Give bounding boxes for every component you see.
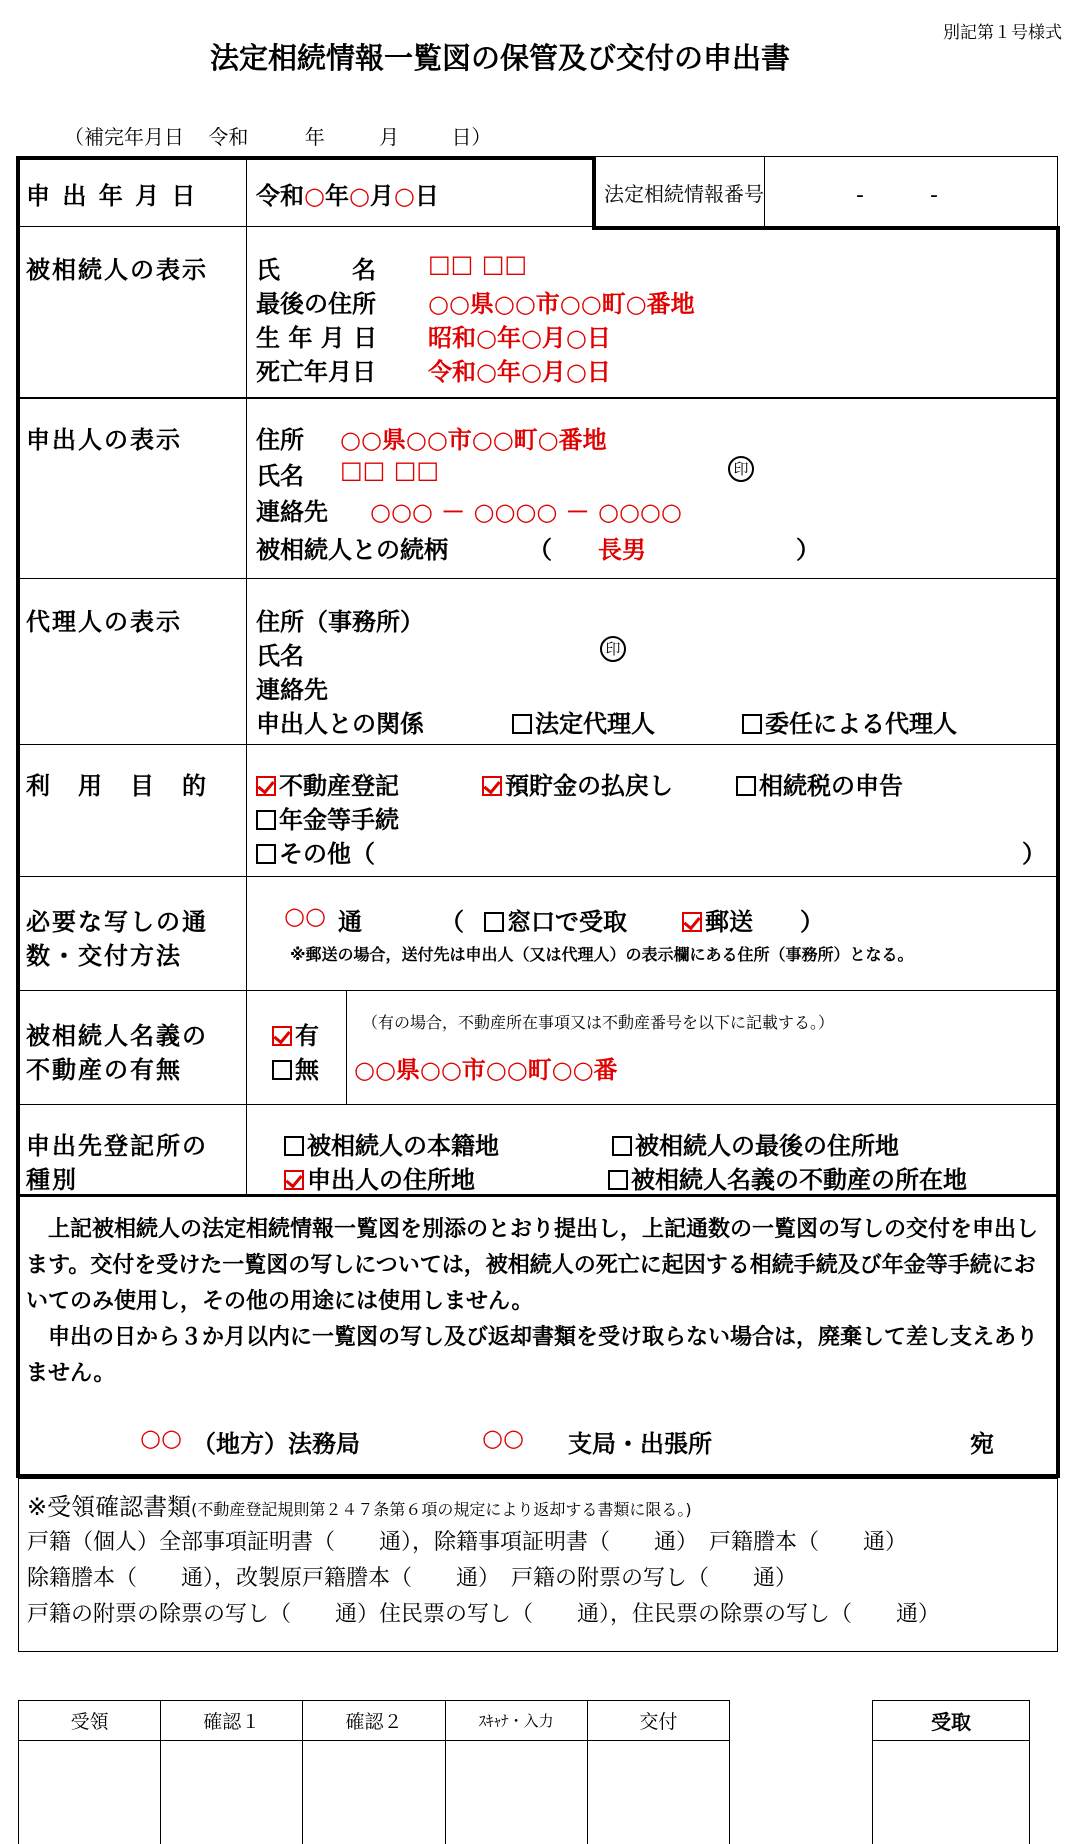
real-estate-label-line2: 不動産の有無: [26, 1056, 182, 1084]
registry-opt-property[interactable]: [608, 1160, 967, 1195]
info-number-label: 法定相続情報番号: [604, 182, 764, 206]
copies-label-line1: 必要な写しの通: [26, 908, 208, 936]
decedent-address-label: 最後の住所: [256, 290, 376, 318]
agent-relation-label: 申出人との関係: [256, 710, 424, 738]
checkbox-checked-icon[interactable]: [256, 776, 276, 796]
checkbox-icon[interactable]: [512, 714, 532, 734]
documents-title-note: (不動産登記規則第２４７条第６項の規定により返却する書類に限る。): [191, 1500, 692, 1519]
office-cell[interactable]: [161, 1741, 303, 1844]
decedent-death-value[interactable]: 令和○年○月○日: [428, 358, 611, 386]
supplement-day: 日）: [451, 125, 492, 149]
office-header-check2: 確認２: [303, 1701, 445, 1741]
statement-para1: 上記被相続人の法定相続情報一覧図を別添のとおり提出し，上記通数の一覧図の写しの交付を申出します。交付を受けた一覧図の写しについては，被相続人の死亡に起因する相続手続及び年金等手続においてのみ使用し，その他の用途には使用しません。: [26, 1217, 1039, 1314]
copies-opt-counter-label: 窓口で受取: [507, 908, 627, 936]
applicant-label: 申出人の表示: [26, 426, 182, 454]
registry-opt-property-label: 被相続人名義の不動産の所在地: [631, 1166, 967, 1194]
agent-opt-legal[interactable]: [512, 704, 655, 739]
office-cell[interactable]: [303, 1741, 445, 1844]
info-number-value: - -: [856, 183, 938, 208]
office-mark[interactable]: ○○: [140, 1424, 182, 1452]
agent-contact-label[interactable]: 連絡先: [256, 676, 328, 704]
office-cell[interactable]: [19, 1741, 161, 1844]
purpose-opt-real-estate-label: 不動産登記: [279, 772, 399, 800]
date-year-mark: ○: [304, 182, 325, 210]
real-estate-note: （有の場合，不動産所在事項又は不動産番号を以下に記載する。）: [362, 1013, 835, 1032]
copies-opt-mail[interactable]: [682, 902, 753, 937]
purpose-opt-pension[interactable]: [256, 800, 399, 835]
checkbox-icon[interactable]: [256, 810, 276, 830]
copies-close: ）: [800, 908, 824, 936]
documents-line3: 戸籍の附票の除票の写し（ 通）住民票の写し（ 通），住民票の除票の写し（ 通）: [27, 1602, 941, 1627]
checkbox-icon[interactable]: [256, 844, 276, 864]
receipt-table: [872, 1700, 1030, 1844]
applicant-address-label: 住所: [256, 426, 304, 454]
registry-label-line2: 種別: [26, 1166, 78, 1194]
copies-count-value[interactable]: ○○: [284, 902, 326, 930]
purpose-opt-other[interactable]: [256, 834, 375, 869]
office-header-receive: 受領: [19, 1701, 161, 1741]
checkbox-checked-icon[interactable]: [284, 1170, 304, 1190]
agent-address-label[interactable]: 住所（事務所）: [256, 608, 424, 636]
agent-opt-delegated[interactable]: [742, 704, 957, 739]
applicant-contact-value[interactable]: ○○○ － ○○○○ － ○○○○: [370, 498, 682, 526]
supplement-month: 月: [379, 125, 400, 149]
office-cell[interactable]: [445, 1741, 587, 1844]
agent-opt-legal-label: 法定代理人: [535, 710, 655, 738]
copies-opt-counter[interactable]: [484, 902, 627, 937]
applicant-address-value[interactable]: ○○県○○市○○町○番地: [340, 426, 607, 454]
date-era: 令和: [256, 182, 304, 210]
documents-title: ※受領確認書類: [27, 1493, 192, 1521]
applicant-seal-icon: 印: [728, 456, 754, 482]
decedent-name-row[interactable]: [256, 250, 376, 285]
applicant-relation-open: （: [528, 536, 552, 564]
purpose-opt-real-estate[interactable]: [256, 766, 399, 801]
registry-opt-last-address-label: 被相続人の最後の住所地: [635, 1132, 899, 1160]
copies-note: ※郵送の場合，送付先は申出人（又は代理人）の表示欄にある住所（事務所）となる。: [290, 945, 914, 964]
registry-opt-applicant-address[interactable]: [284, 1160, 475, 1195]
agent-opt-delegated-label: 委任による代理人: [765, 710, 957, 738]
date-month-unit: 月: [369, 182, 394, 210]
purpose-opt-deposit[interactable]: [482, 766, 673, 801]
decedent-birth-label: 生 年 月 日: [256, 324, 378, 352]
documents-line2: 除籍謄本（ 通），改製原戸籍謄本（ 通） 戸籍の附票の写し（ 通）: [27, 1566, 798, 1591]
decedent-label: 被相続人の表示: [26, 256, 208, 284]
checkbox-icon[interactable]: [612, 1136, 632, 1156]
agent-name-label[interactable]: 氏名: [256, 642, 304, 670]
registry-opt-applicant-address-label: 申出人の住所地: [307, 1166, 475, 1194]
branch-mark[interactable]: ○○: [482, 1424, 524, 1452]
purpose-opt-other-label: その他（: [279, 840, 375, 868]
purpose-opt-tax-label: 相続税の申告: [759, 772, 903, 800]
checkbox-icon[interactable]: [272, 1060, 292, 1080]
checkbox-icon[interactable]: [484, 912, 504, 932]
documents-box: [18, 1478, 1058, 1652]
receipt-cell[interactable]: [873, 1741, 1030, 1844]
receipt-header: 受取: [873, 1701, 1030, 1741]
office-header-check1: 確認１: [161, 1701, 303, 1741]
real-estate-opt-no[interactable]: [272, 1050, 319, 1085]
applicant-relation-label: 被相続人との続柄: [256, 536, 448, 564]
statement-para2: 申出の日から３か月以内に一覧図の写し及び返却書類を受け取らない場合は，廃棄して差し支えありません。: [26, 1325, 1039, 1386]
real-estate-opt-no-label: 無: [295, 1056, 319, 1084]
checkbox-icon[interactable]: [742, 714, 762, 734]
purpose-label: 利 用 目 的: [26, 772, 208, 800]
copies-label-line2: 数・交付方法: [26, 942, 182, 970]
checkbox-checked-icon[interactable]: [482, 776, 502, 796]
applicant-relation-close: ）: [796, 536, 820, 564]
date-month-mark: ○: [348, 182, 370, 210]
supplement-date: [64, 121, 491, 150]
office-cell[interactable]: [587, 1741, 729, 1844]
supplement-era: 令和: [208, 125, 249, 149]
documents-title-line: [27, 1487, 692, 1522]
applicant-relation-value[interactable]: 長男: [598, 536, 646, 564]
registry-opt-domicile-label: 被相続人の本籍地: [307, 1132, 499, 1160]
registry-label-line1: 申出先登記所の: [26, 1132, 208, 1160]
office-label: （地方）法務局: [192, 1430, 360, 1458]
checkbox-icon[interactable]: [608, 1170, 628, 1190]
purpose-other-close: ）: [1022, 840, 1046, 868]
real-estate-value[interactable]: ○○県○○市○○町○○番: [354, 1056, 618, 1084]
office-header-scan: ｽｷｬﾅ・入力: [445, 1701, 587, 1741]
purpose-opt-pension-label: 年金等手続: [279, 806, 399, 834]
office-header-issue: 交付: [587, 1701, 729, 1741]
addressee: 宛: [970, 1430, 994, 1458]
purpose-opt-tax[interactable]: [736, 766, 903, 801]
date-day-unit: 日: [414, 182, 439, 210]
applicant-name-label: 氏名: [256, 462, 304, 490]
office-use-table: [18, 1700, 730, 1844]
copies-count-unit: 通: [338, 908, 362, 936]
documents-line1: 戸籍（個人）全部事項証明書（ 通），除籍事項証明書（ 通） 戸籍謄本（ 通）: [27, 1530, 908, 1555]
checkbox-checked-icon[interactable]: [682, 912, 702, 932]
registry-opt-domicile[interactable]: [284, 1126, 499, 1161]
decedent-death-label: 死亡年月日: [256, 358, 376, 386]
supplement-year: 年: [304, 125, 325, 149]
checkbox-icon[interactable]: [284, 1136, 304, 1156]
agent-seal-icon: 印: [600, 636, 626, 662]
real-estate-opt-yes[interactable]: [272, 1016, 319, 1051]
real-estate-label-line1: 被相続人名義の: [26, 1022, 208, 1050]
decedent-birth-value[interactable]: 昭和○年○月○日: [428, 324, 611, 352]
applicant-name-value[interactable]: □□ □□: [340, 456, 440, 484]
decedent-name-label: 氏 名: [256, 256, 376, 284]
applicant-contact-label: 連絡先: [256, 498, 328, 526]
purpose-opt-deposit-label: 預貯金の払戻し: [505, 772, 673, 800]
copies-open: （: [440, 908, 464, 936]
application-date-label: 申 出 年 月 日: [26, 182, 198, 210]
date-year-unit: 年: [324, 182, 349, 210]
branch-label: 支局・出張所: [568, 1430, 712, 1458]
decedent-name-value: □□ □□: [428, 250, 528, 278]
form-number: 別記第１号様式: [943, 23, 1062, 43]
copies-opt-mail-label: 郵送: [705, 908, 753, 936]
page-title: 法定相続情報一覧図の保管及び交付の申出書: [209, 41, 790, 75]
agent-label: 代理人の表示: [26, 608, 182, 636]
application-date-value[interactable]: [256, 176, 439, 211]
registry-opt-last-address[interactable]: [612, 1126, 899, 1161]
supplement-label: （補完年月日: [64, 125, 184, 149]
real-estate-opt-yes-label: 有: [295, 1022, 319, 1050]
decedent-address-value[interactable]: ○○県○○市○○町○番地: [428, 290, 695, 318]
checkbox-checked-icon[interactable]: [272, 1026, 292, 1046]
checkbox-icon[interactable]: [736, 776, 756, 796]
date-day-mark: ○: [393, 182, 415, 210]
